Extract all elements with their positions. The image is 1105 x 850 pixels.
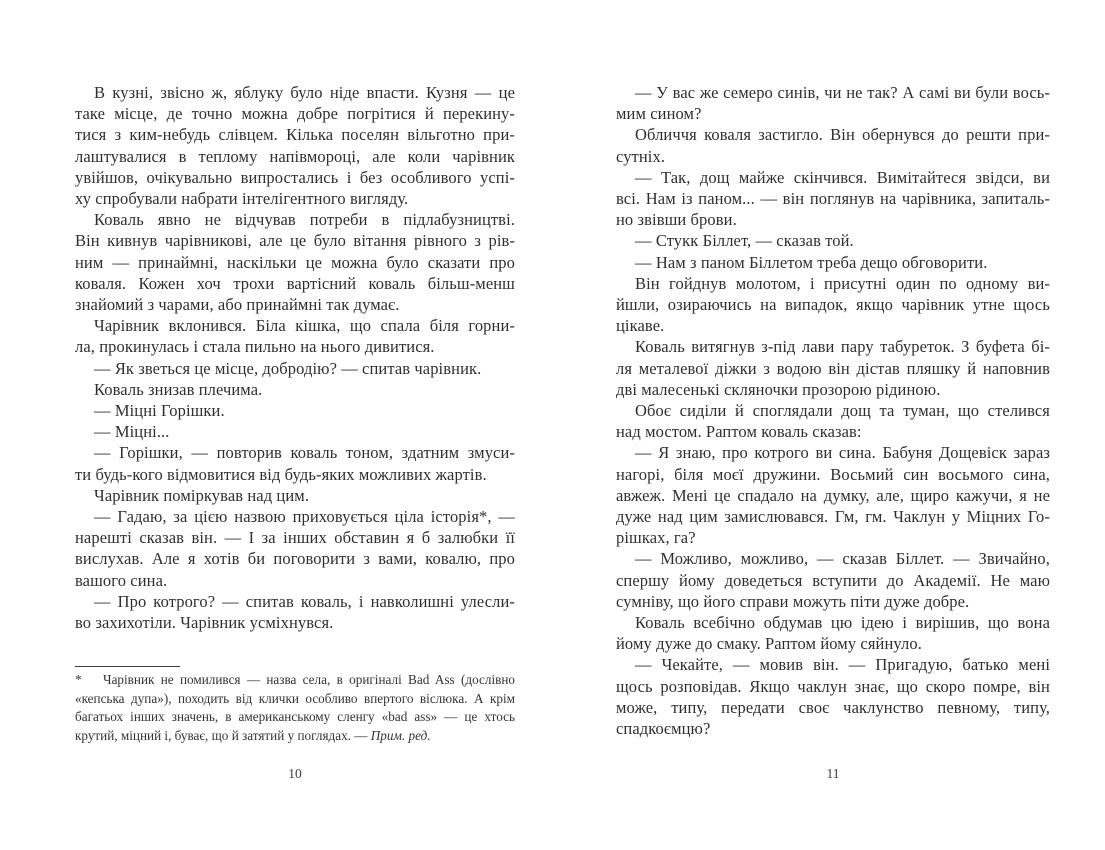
text-line: — Чекайте, — мовив він. — Пригадую, батько мені [635,655,1050,675]
footnote-divider [75,666,180,667]
text-line: В кузні, звісно ж, яблуку було ніде впасти. Кузня — це [94,83,515,102]
text-line: щось розповідав. Якщо чаклун знає, що скоро помре, він [616,676,1050,696]
text-line: сумніву, що його справи можуть піти дуже добре. [616,591,970,611]
text-line: во захихотіли. Чарівник усміхнувся. [75,613,334,633]
text-line: — Я знаю, про котрого ви сина. Бабуня Дощевіск зараз [635,443,1050,463]
text-line: Чарівник вклонився. Біла кішка, що спала біля горни- [94,316,515,336]
text-line: таке місце, де точно можна добре погрітися й перекину- [75,104,515,124]
footnote-line: крутий, міцний і, буває, що й затятий у поглядах. — Прим. ред. [75,727,431,743]
text-line: Коваль знизав плечима. [94,379,263,399]
footnote-line: «кепська дупа»), походить від клички особливо впертого віслюка. А крім [75,690,515,706]
text-line: — Стукк Біллет, — сказав той. [635,231,854,251]
text-line: тися з ким-небудь слівцем. Кілька поселян вільготно при- [75,125,515,145]
text-line: — Міцні... [94,422,170,442]
page-left-text-column [75,82,515,633]
text-line: — Горішки, — повторив коваль тоном, здатним змуси- [94,443,515,463]
text-line: сутніх. [616,146,666,166]
text-line: нагорі, біля моєї дружини. Восьмий син восьмого сина, [616,464,1050,484]
text-line: йому дуже до смаку. Раптом йому сяйнуло. [616,634,922,654]
text-line: всі. Нам із паном... — він поглянув на чарівника, запиталь- [616,189,1050,209]
text-line: Він гойднув молотом, і присутні один по одному ви- [635,273,1050,293]
text-line: нарешті сказав він. — І за інших обставин я б залюбки її [75,528,515,548]
text-line: Коваль витягнув з-під лави пару табуреток. З буфета бі- [635,337,1050,357]
footnote-asterisk: * [75,672,82,687]
text-line: спершу йому доведеться вступити до Академії. Не маю [616,570,1050,590]
footnote-editor-note: Прим. ред. [370,727,431,743]
text-line: Обличчя коваля застигло. Він обернувся до решти при- [635,125,1050,145]
page-right-text-column [616,82,1050,739]
text-line: — У вас же семеро синів, чи не так? А самі ви були вось- [635,83,1050,102]
text-line: рішках, га? [616,528,696,548]
page-right [553,0,1105,850]
text-line: но звівши брови. [616,210,737,230]
text-line: над мостом. Раптом коваль сказав: [616,422,862,442]
text-line: дуже над цим замислювався. Гм, гм. Чаклун у Міцних Го- [616,507,1050,527]
text-line: спадкоємцю? [616,719,711,739]
text-line: Коваль явно не відчував потреби в підлабузництві. [94,210,515,230]
text-line: ля металевої діжки з водою він дістав пляшку й наповнив [616,358,1050,378]
text-line: йшли, озираючись на випадок, якщо чарівник утне щось [616,295,1050,315]
text-line: знайомий з чарами, або принаймні так думає. [75,295,400,315]
footnote-text [75,671,515,745]
text-line: Чарівник поміркував над цим. [94,485,310,505]
text-line: Він кивнув чарівникові, але це було вітання рівного з рів- [75,231,515,251]
text-line: — Так, дощ майже скінчився. Вимітайтеся звідси, ви [635,167,1050,187]
text-line: Коваль всебічно обдумав цю ідею і вирішив, що вона [635,613,1050,633]
text-line: цікаве. [616,316,665,336]
text-line: ти будь-кого відмовитися від будь-яких можливих жартів. [75,464,487,484]
text-line: мим сином? [616,104,702,124]
text-line: — Нам з паном Біллетом треба дещо обговорити. [635,252,988,272]
text-line: — Як зветься це місце, добродію? — спитав чарівник. [94,358,482,378]
text-line: вислухав. Але я хотів би поговорити з вами, ковалю, про [75,549,515,569]
text-line: — Можливо, можливо, — сказав Біллет. — Звичайно, [635,549,1050,569]
text-line: лаштувалися в теплому напівмороці, але коли чарівник [75,146,515,166]
text-line: дві малесенькі скляночки прозорою рідиною. [616,379,941,399]
text-line: вашого сина. [75,570,168,590]
footnote-line: багатьох інших значень, в американському сленгу «bad ass» — це хтось [75,709,515,725]
text-line: увійшов, очікувально випростались і без особливого успі- [75,167,515,187]
footnote-line: * Чарівник не помилився — назва села, в оригіналі Bad Ass (дослівно [75,671,515,690]
page-number-right: 11 [826,766,840,781]
text-line: Обоє сиділи й споглядали дощ та туман, що стелився [635,401,1050,421]
text-line: — Гадаю, за цією назвою приховується ціла історія*, — [94,507,515,527]
page-number-left: 10 [288,766,302,781]
footnote [75,666,515,745]
text-line: ла, прокинулась і стала пильно на нього дивитися. [75,337,435,357]
text-line: ним — принаймні, наскільки це можна було сказати про [75,252,515,272]
text-line: коваля. Кожен хоч трохи вартісний коваль більш-менш [75,273,515,293]
text-line: ху спробували набрати інтелігентного вигляду. [75,189,409,209]
text-line: може, типу, передати своє чаклунство певному, типу, [616,697,1050,717]
text-line: — Про котрого? — спитав коваль, і навколишні улесли- [94,591,515,611]
text-line: авжеж. Мені це спадало на думку, але, щиро кажучи, я не [616,485,1050,505]
text-line: — Міцні Горішки. [94,401,225,421]
